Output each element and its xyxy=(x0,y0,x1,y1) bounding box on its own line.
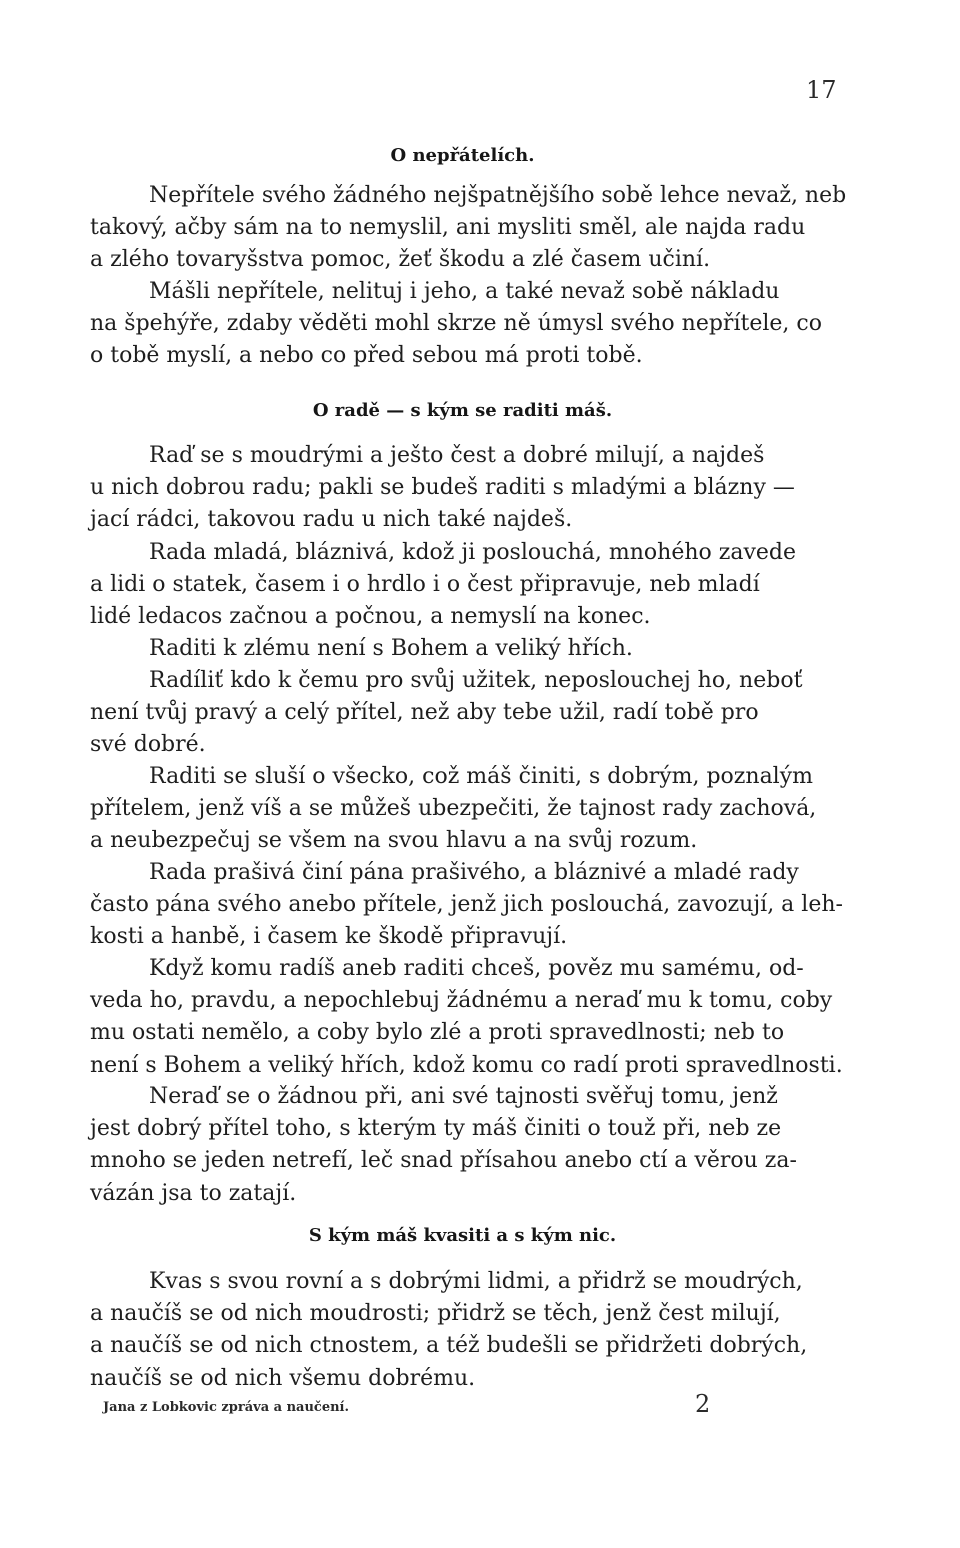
text-line: Mášli nepřítele, nelituj i jeho, a také nevaž sobě nákladu xyxy=(149,279,780,304)
text-line: Nepřítele svého žádného nejšpatnějšího sobě lehce nevaž, neb xyxy=(149,183,847,208)
text-line: a zlého tovaryšstva pomoc, žeť škodu a zlé časem učiní. xyxy=(90,247,711,273)
paragraph xyxy=(90,953,850,1082)
text-line: na špehýře, zdaby věděti mohl skrze ně úmysl svého nepřítele, co xyxy=(90,311,822,337)
signature-mark: 2 xyxy=(695,1390,711,1418)
paragraph xyxy=(90,276,850,373)
paragraph xyxy=(90,1266,850,1395)
paragraph xyxy=(90,180,850,277)
text-line: takový, ačby sám na to nemyslil, ani mysliti směl, ale najda radu xyxy=(90,215,806,241)
text-line: své dobré. xyxy=(90,732,206,758)
section-heading-feasting: S kým máš kvasiti a s kým nic. xyxy=(308,1225,617,1246)
footer-book-title: Jana z Lobkovic zpráva a naučení. xyxy=(103,1400,350,1415)
text-line: kosti a hanbě, i časem ke škodě připravují. xyxy=(90,924,568,950)
text-line: přítelem, jenž víš a se můžeš ubezpečiti, že tajnost rady zachová, xyxy=(90,796,817,822)
text-line: mu ostati nemělo, a coby bylo zlé a proti spravedlnosti; neb to xyxy=(90,1020,785,1046)
text-line: o tobě myslí, a nebo co před sebou má proti tobě. xyxy=(90,343,643,369)
text-line: není s Bohem a veliký hřích, kdož komu co radí proti spravedlnosti. xyxy=(90,1052,843,1078)
section-heading-enemies: O nepřátelích. xyxy=(390,145,535,166)
text-line: veda ho, pravdu, a nepochlebuj žádnému a neraď mu k tomu, coby xyxy=(90,988,833,1014)
paragraph xyxy=(90,440,850,537)
paragraph xyxy=(90,665,850,762)
text-line: u nich dobrou radu; pakli se budeš raditi s mladými a blázny — xyxy=(90,475,795,501)
text-line: Raditi se sluší o všecko, což máš činiti, s dobrým, poznalým xyxy=(149,764,814,789)
text-line: Rada mladá, bláznivá, kdož ji poslouchá, mnohého zavede xyxy=(149,540,797,565)
text-line: jest dobrý přítel toho, s kterým ty máš činiti o touž při, neb ze xyxy=(90,1116,782,1142)
section-heading-advice: O radě — s kým se raditi máš. xyxy=(312,400,613,421)
text-line: často pána svého anebo přítele, jenž jich poslouchá, zavozují, a leh- xyxy=(90,892,843,918)
paragraph xyxy=(90,761,850,858)
text-line: Raď se s moudrými a ješto čest a dobré milují, a najdeš xyxy=(149,443,765,468)
paragraph xyxy=(90,537,850,634)
text-line: naučíš se od nich všemu dobrému. xyxy=(90,1365,476,1391)
text-line: Radíliť kdo k čemu pro svůj užitek, neposlouchej ho, neboť xyxy=(149,668,803,693)
text-line: Kvas s svou rovní a s dobrými lidmi, a přidrž se moudrých, xyxy=(149,1269,803,1294)
text-line: a naučíš se od nich ctnostem, a též budešli se přidržeti dobrých, xyxy=(90,1333,808,1359)
paragraph xyxy=(90,1081,850,1210)
page-number: 17 xyxy=(806,76,837,104)
text-line: Neraď se o žádnou při, ani své tajnosti svěřuj tomu, jenž xyxy=(149,1084,778,1109)
text-line: Raditi k zlému není s Bohem a veliký hřích. xyxy=(149,636,633,661)
text-line: a lidi o statek, časem i o hrdlo i o čest připravuje, neb mladí xyxy=(90,572,760,598)
text-line: a neubezpečuj se všem na svou hlavu a na svůj rozum. xyxy=(90,828,698,854)
text-line: mnoho se jeden netrefí, leč snad přísahou anebo ctí a věrou za- xyxy=(90,1148,797,1174)
text-line: Když komu radíš aneb raditi chceš, pověz mu samému, od- xyxy=(149,956,804,981)
text-line: jací rádci, takovou radu u nich také najdeš. xyxy=(90,507,573,533)
text-line: a naučíš se od nich moudrosti; přidrž se těch, jenž čest milují, xyxy=(90,1301,781,1327)
text-line: Rada prašivá činí pána prašivého, a bláznivé a mladé rady xyxy=(149,860,799,885)
text-line: není tvůj pravý a celý přítel, než aby tebe užil, radí tobě pro xyxy=(90,700,759,726)
text-line: lidé ledacos začnou a počnou, a nemyslí na konec. xyxy=(90,604,651,630)
paragraph xyxy=(90,857,850,954)
paragraph xyxy=(90,633,850,665)
text-line: vázán jsa to zatají. xyxy=(90,1180,297,1206)
